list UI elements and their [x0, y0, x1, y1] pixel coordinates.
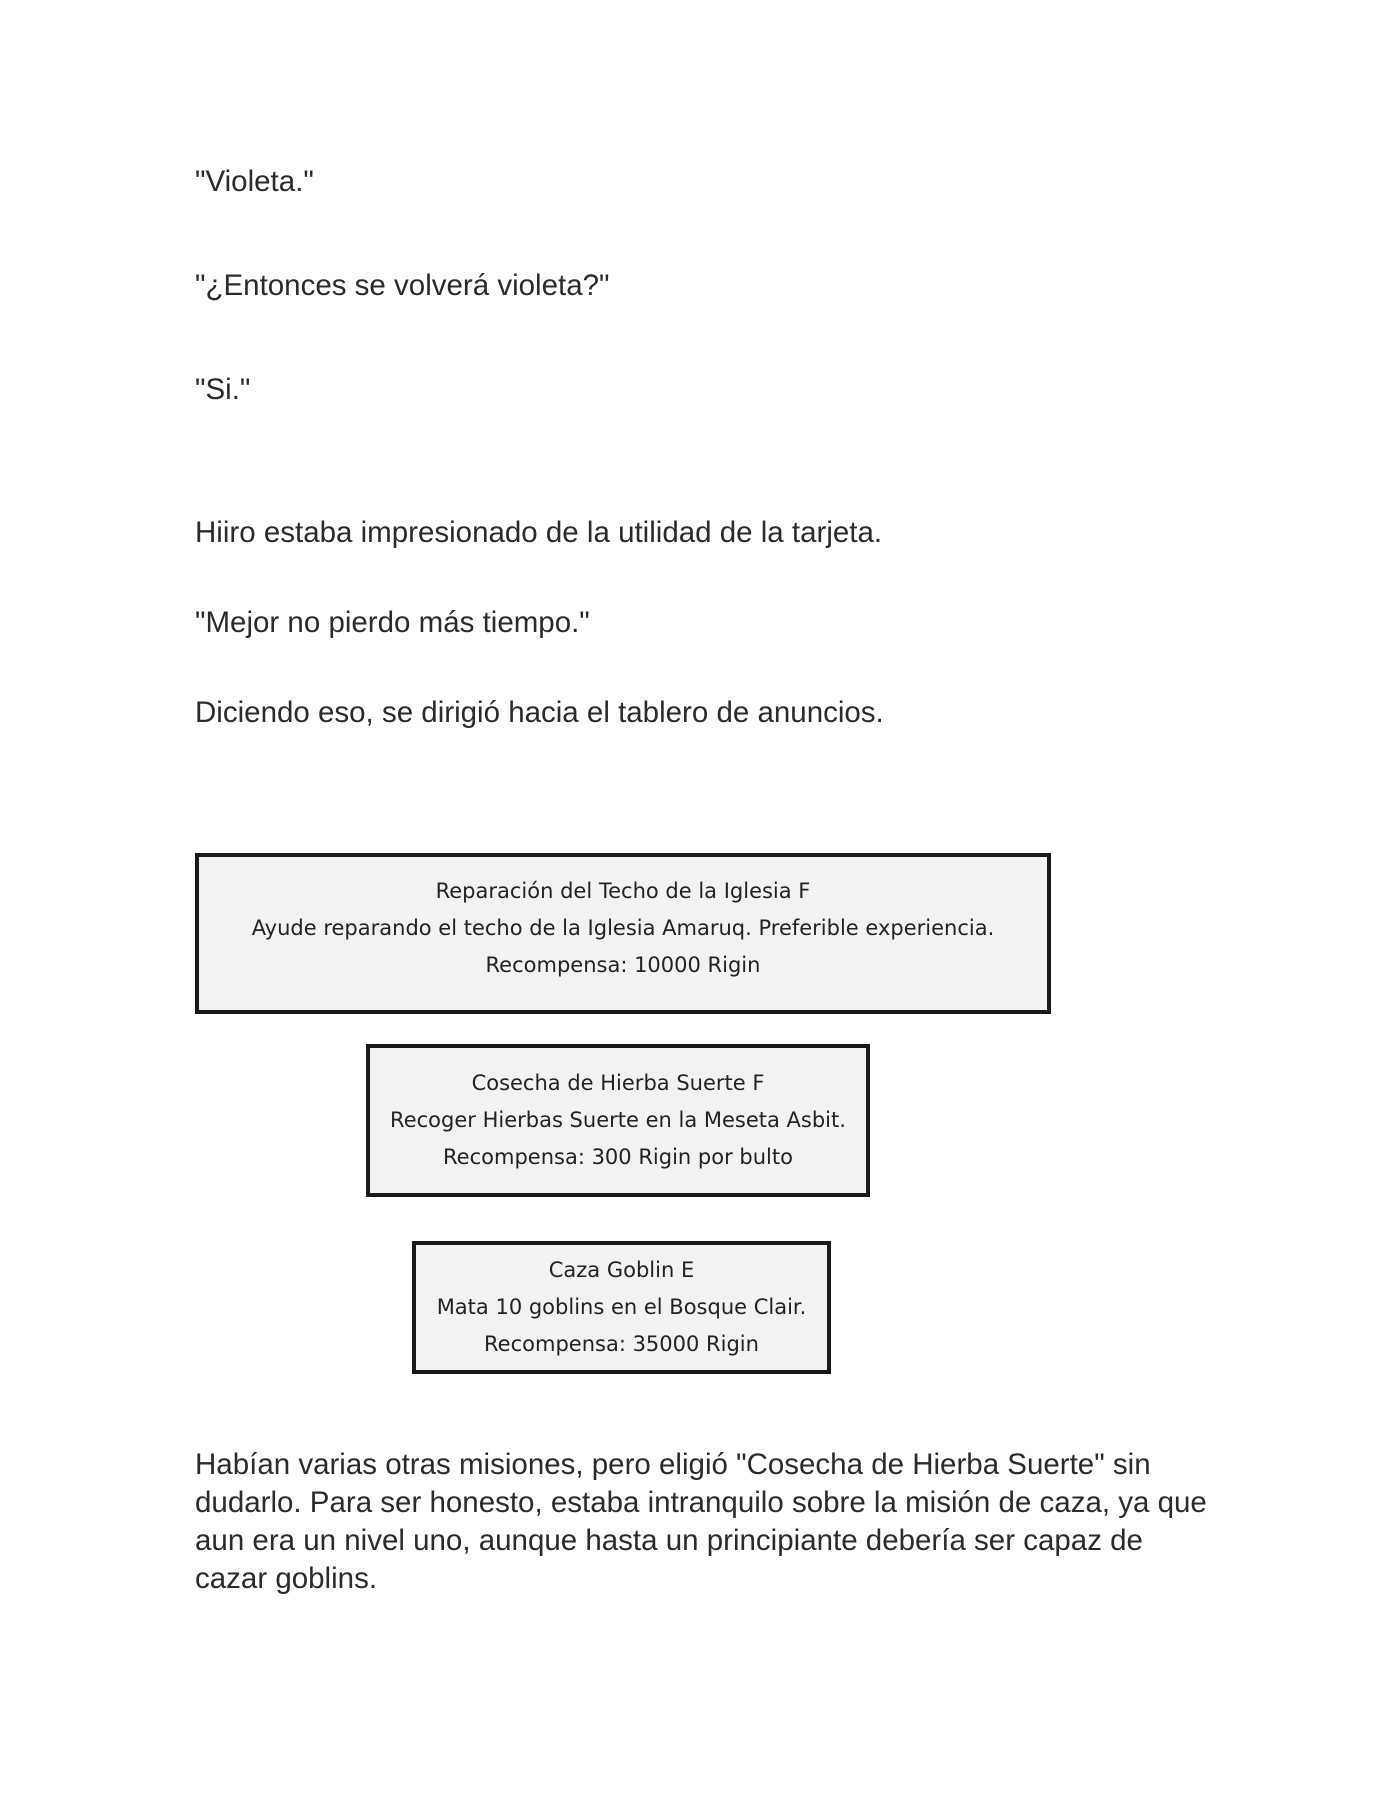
- quest-title: Cosecha de Hierba Suerte F: [471, 1071, 765, 1095]
- quest-reward: Recompensa: 300 Rigin por bulto: [443, 1145, 793, 1169]
- narration-board: Diciendo eso, se dirigió hacia el tablero de anuncios.: [195, 696, 884, 729]
- dialogue-si: "Si.": [195, 373, 251, 406]
- dialogue-no-time: "Mejor no pierdo más tiempo.": [195, 606, 590, 639]
- quest-title: Reparación del Techo de la Iglesia F: [435, 879, 811, 903]
- narration-impressed: Hiiro estaba impresionado de la utilidad de la tarjeta.: [195, 516, 883, 549]
- dialogue-question: "¿Entonces se volverá violeta?": [195, 269, 610, 302]
- quest-description: Recoger Hierbas Suerte en la Meseta Asbit.: [390, 1108, 846, 1132]
- quest-description: Ayude reparando el techo de la Iglesia Amaruq. Preferible experiencia.: [251, 916, 995, 940]
- narration-choice: Habían varias otras misiones, pero eligió "Cosecha de Hierba Suerte" sin dudarlo. Para ser honesto, estaba intranquilo sobre la misión de caza, ya que aun era un nivel uno, aunque hasta un principiante debería ser capaz de cazar goblins.: [195, 1448, 1207, 1595]
- quest-notice-herb-harvest: [366, 1044, 870, 1197]
- quest-notice-church-roof: [195, 853, 1051, 1014]
- quest-title: Caza Goblin E: [548, 1258, 695, 1282]
- dialogue-violeta: "Violeta.": [195, 165, 314, 198]
- quest-reward: Recompensa: 10000 Rigin: [485, 953, 761, 977]
- quest-reward: Recompensa: 35000 Rigin: [484, 1332, 759, 1356]
- quest-description: Mata 10 goblins en el Bosque Clair.: [436, 1295, 807, 1319]
- quest-notice-goblin-hunt: [412, 1241, 831, 1374]
